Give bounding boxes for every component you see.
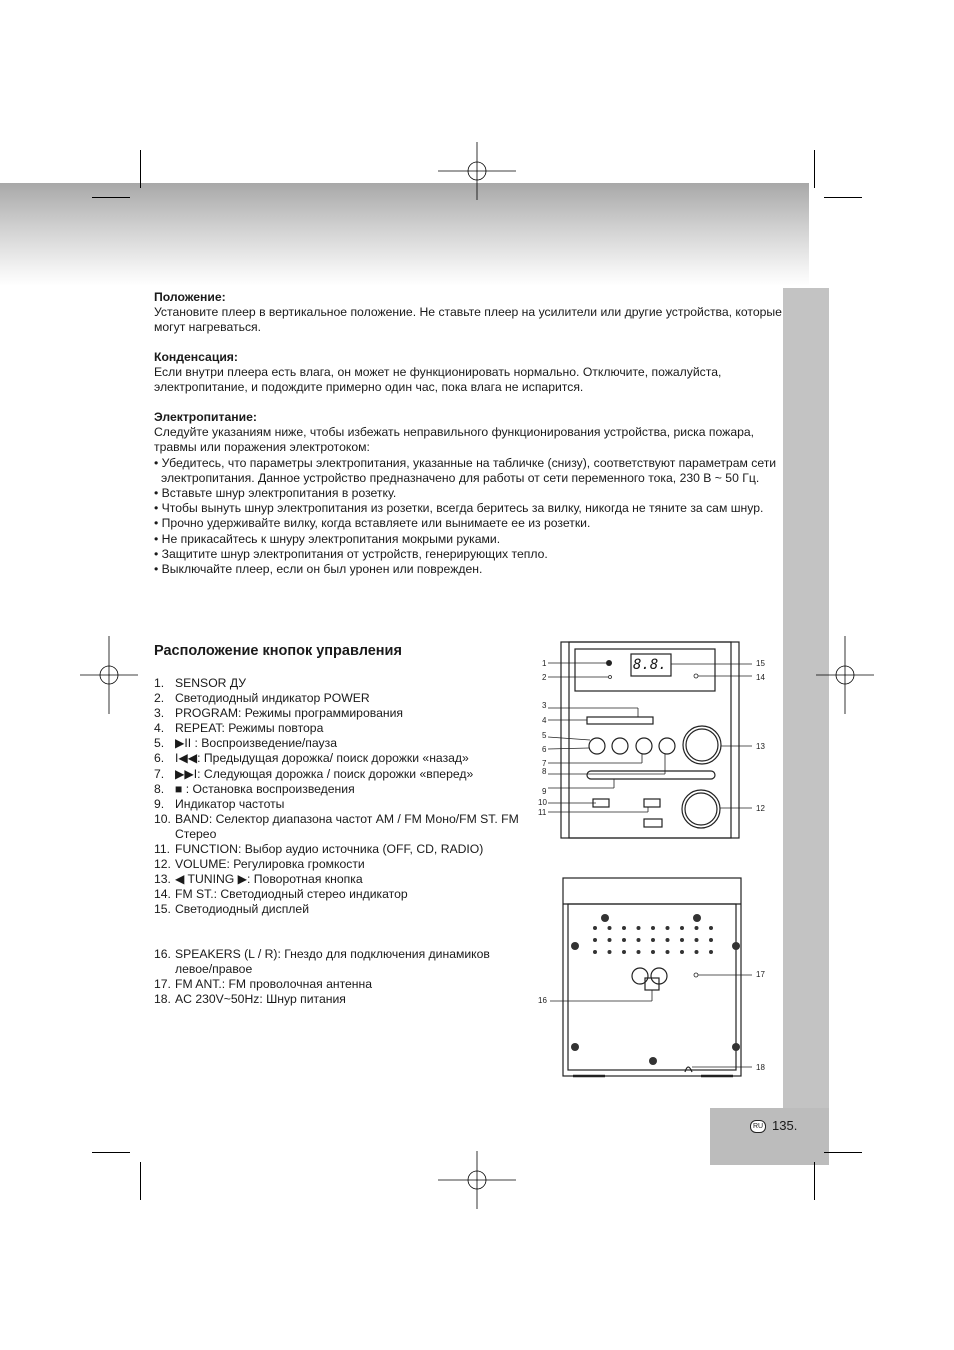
- vent-hole: [709, 926, 713, 930]
- callout-12: 12: [756, 804, 765, 813]
- list-item: [154, 797, 524, 812]
- vent-hole: [680, 926, 684, 930]
- vent-hole: [593, 938, 597, 942]
- vent-hole: [637, 926, 641, 930]
- callout-16: 16: [538, 996, 547, 1005]
- item-number: 17.: [154, 976, 171, 991]
- callout-13: 13: [756, 742, 765, 751]
- list-item: [154, 842, 524, 857]
- list-item: [154, 947, 524, 977]
- power-led: [609, 676, 612, 679]
- callout-18: 18: [756, 1063, 765, 1072]
- vent-hole: [608, 938, 612, 942]
- list-item: [154, 872, 524, 887]
- vent-hole: [593, 926, 597, 930]
- vent-hole: [651, 926, 655, 930]
- callout-8: 8: [542, 767, 547, 776]
- item-text: PROGRAM: Режимы программирования: [175, 706, 403, 721]
- list-item: [154, 767, 524, 782]
- callout-9: 9: [542, 787, 547, 796]
- vent-hole: [666, 926, 670, 930]
- vent-hole: [695, 926, 699, 930]
- callout-17: 17: [756, 970, 765, 979]
- callout-3: 3: [542, 701, 547, 710]
- item-number: 13.: [154, 872, 171, 887]
- volume-knob: [682, 790, 720, 828]
- item-text: REPEAT: Режимы повтора: [175, 721, 324, 736]
- list-item: [154, 736, 524, 751]
- function-switch: [644, 799, 660, 807]
- item-text: FUNCTION: Выбор аудио источника (OFF, CD, RADIO): [175, 842, 484, 857]
- sensor-icon: [606, 660, 612, 666]
- rear-panel-diagram: [530, 874, 780, 1084]
- item-text: BAND: Селектор диапазона частот AM / FM Моно/FM ST. FM Стерео: [175, 811, 519, 841]
- display-digits: 8.8.: [633, 657, 667, 673]
- vent-hole: [608, 950, 612, 954]
- item-number: 14.: [154, 887, 171, 902]
- section-power: [154, 410, 784, 577]
- item-number: 8.: [154, 781, 165, 796]
- item-text: Светодиодный дисплей: [175, 902, 310, 917]
- item-number: 4.: [154, 721, 165, 736]
- item-text: Светодиодный индикатор POWER: [175, 691, 370, 706]
- vent-hole: [608, 926, 612, 930]
- item-text: AC 230V~50Hz: Шнур питания: [175, 991, 346, 1006]
- item-number: 18.: [154, 991, 171, 1006]
- list-item: [154, 812, 524, 842]
- item-text: I◀◀: Предыдущая дорожка/ поиск дорожки «назад»: [175, 751, 469, 766]
- list-item: [154, 887, 524, 902]
- vent-hole: [622, 950, 626, 954]
- section-text: Установите плеер в вертикальное положение. Не ставьте плеер на усилители или другие устройства, которые могут нагреваться.: [154, 305, 782, 335]
- callout-5: 5: [542, 731, 547, 740]
- callout-7: 7: [542, 759, 547, 768]
- section-heading: Конденсация:: [154, 350, 238, 364]
- list-item: [154, 992, 524, 1007]
- program-repeat-buttons: [587, 717, 653, 724]
- vent-hole: [680, 950, 684, 954]
- item-text: Индикатор частоты: [175, 796, 285, 811]
- crop-mark: [814, 1162, 815, 1200]
- callout-15: 15: [756, 659, 765, 668]
- callout-6: 6: [542, 745, 547, 754]
- item-text: SENSOR ДУ: [175, 676, 246, 690]
- list-item: [154, 902, 524, 917]
- vent-hole: [637, 950, 641, 954]
- list-item: • Прочно удерживайте вилку, когда вставляете или вынимаете ее из розетки.: [154, 516, 784, 531]
- prev-button: [612, 738, 628, 754]
- item-text: ▶▶I: Следующая дорожка / поиск дорожки «вперед»: [175, 766, 474, 781]
- vent-hole: [651, 950, 655, 954]
- item-number: 16.: [154, 946, 171, 961]
- crop-mark: [824, 197, 862, 198]
- item-number: 6.: [154, 751, 165, 766]
- callout-1: 1: [542, 659, 547, 668]
- section-position: [154, 290, 784, 336]
- section-condensation: [154, 350, 784, 396]
- item-text: ▶II : Воспроизведение/пауза: [175, 736, 337, 751]
- stop-button: [659, 738, 675, 754]
- vent-hole: [695, 950, 699, 954]
- item-text: ■ : Остановка воспроизведения: [175, 781, 355, 796]
- vent-hole: [651, 938, 655, 942]
- fm-antenna-jack: [694, 973, 698, 977]
- play-pause-button: [589, 738, 605, 754]
- callout-10: 10: [538, 798, 547, 807]
- crop-mark: [92, 1152, 130, 1153]
- section-title: Расположение кнопок управления: [154, 643, 402, 659]
- crop-mark: [140, 150, 141, 188]
- item-number: 12.: [154, 857, 171, 872]
- vent-hole: [666, 938, 670, 942]
- item-text: ◀ TUNING ▶: Поворотная кнопка: [175, 872, 363, 887]
- item-number: 1.: [154, 676, 165, 690]
- list-item: • Убедитесь, что параметры электропитания, указанные на табличке (снизу), соответствуют параметрам сети электропитания. Данное устройство предназначено для работы от сети переменного тока, 230 В ~ 50 Гц.: [154, 456, 784, 486]
- cd-slot: [587, 771, 715, 779]
- registration-mark-icon: [438, 1141, 516, 1219]
- list-item: [154, 721, 524, 736]
- section-heading: Электропитание:: [154, 410, 257, 424]
- list-item: [154, 857, 524, 872]
- crop-mark: [824, 1152, 862, 1153]
- controls-legend: [154, 676, 524, 1007]
- crop-mark: [140, 1162, 141, 1200]
- vent-hole: [709, 938, 713, 942]
- item-text: FM ST.: Светодиодный стерео индикатор: [175, 887, 408, 902]
- list-item: [154, 751, 524, 766]
- item-text: SPEAKERS (L / R): Гнездо для подключения динамиков левое/правое: [175, 946, 490, 976]
- section-text: Следуйте указаниям ниже, чтобы избежать неправильного функционирования устройства, риска пожара, травмы или поражения электротоком:: [154, 425, 755, 455]
- vent-hole: [695, 938, 699, 942]
- vent-hole: [666, 950, 670, 954]
- list-item: • Не прикасайтесь к шнуру электропитания мокрыми руками.: [154, 532, 784, 547]
- crop-mark: [814, 150, 815, 188]
- vent-hole: [593, 950, 597, 954]
- callout-2: 2: [542, 673, 547, 682]
- list-item: • Вставьте шнур электропитания в розетку.: [154, 486, 784, 501]
- frequency-indicator: [644, 819, 662, 827]
- vent-hole: [680, 938, 684, 942]
- list-item: [154, 691, 524, 706]
- rear-panel-outline: [563, 878, 741, 1076]
- item-number: 2.: [154, 691, 165, 706]
- list-item: • Выключайте плеер, если он был уронен или поврежден.: [154, 562, 784, 577]
- list-item: [154, 676, 524, 691]
- item-number: 3.: [154, 706, 165, 721]
- item-number: 11.: [154, 842, 171, 857]
- crop-mark: [92, 197, 130, 198]
- list-item: [154, 782, 524, 797]
- vent-hole: [709, 950, 713, 954]
- next-button: [636, 738, 652, 754]
- registration-mark-icon: [806, 636, 884, 714]
- list-item: [154, 977, 524, 992]
- vent-holes: [593, 926, 713, 954]
- fm-st-indicator: [694, 674, 698, 678]
- section-text: Если внутри плеера есть влага, он может не функционировать нормально. Отключите, пожалуйста, электропитание, и подождите примерно один час, пока влага не испарится.: [154, 365, 722, 395]
- vent-hole: [622, 938, 626, 942]
- page-number-tab: [710, 1108, 829, 1165]
- item-text: FM ANT.: FM проволочная антенна: [175, 976, 373, 991]
- registration-mark-icon: [438, 132, 516, 210]
- vent-hole: [622, 926, 626, 930]
- header-band: [0, 183, 809, 286]
- list-item: • Защитите шнур электропитания от устройств, генерирующих тепло.: [154, 547, 784, 562]
- language-badge: RU: [750, 1120, 766, 1133]
- callout-4: 4: [542, 716, 547, 725]
- list-item: [154, 706, 524, 721]
- section-heading: Положение:: [154, 290, 226, 304]
- item-text: VOLUME: Регулировка громкости: [175, 857, 365, 872]
- tuning-knob: [683, 726, 721, 764]
- volume-knob-ring: [685, 793, 717, 825]
- item-number: 7.: [154, 766, 165, 781]
- vent-hole: [637, 938, 641, 942]
- callout-11: 11: [538, 808, 547, 817]
- page-number: 135.: [772, 1118, 798, 1133]
- callout-14: 14: [756, 673, 765, 682]
- item-number: 9.: [154, 796, 165, 811]
- item-number: 15.: [154, 902, 171, 917]
- list-item: • Чтобы вынуть шнур электропитания из розетки, всегда беритесь за вилку, никогда не тяните за сам шнур.: [154, 501, 784, 516]
- item-number: 10.: [154, 811, 171, 826]
- tuning-knob-ring: [686, 729, 718, 761]
- item-number: 5.: [154, 736, 165, 751]
- registration-mark-icon: [70, 636, 148, 714]
